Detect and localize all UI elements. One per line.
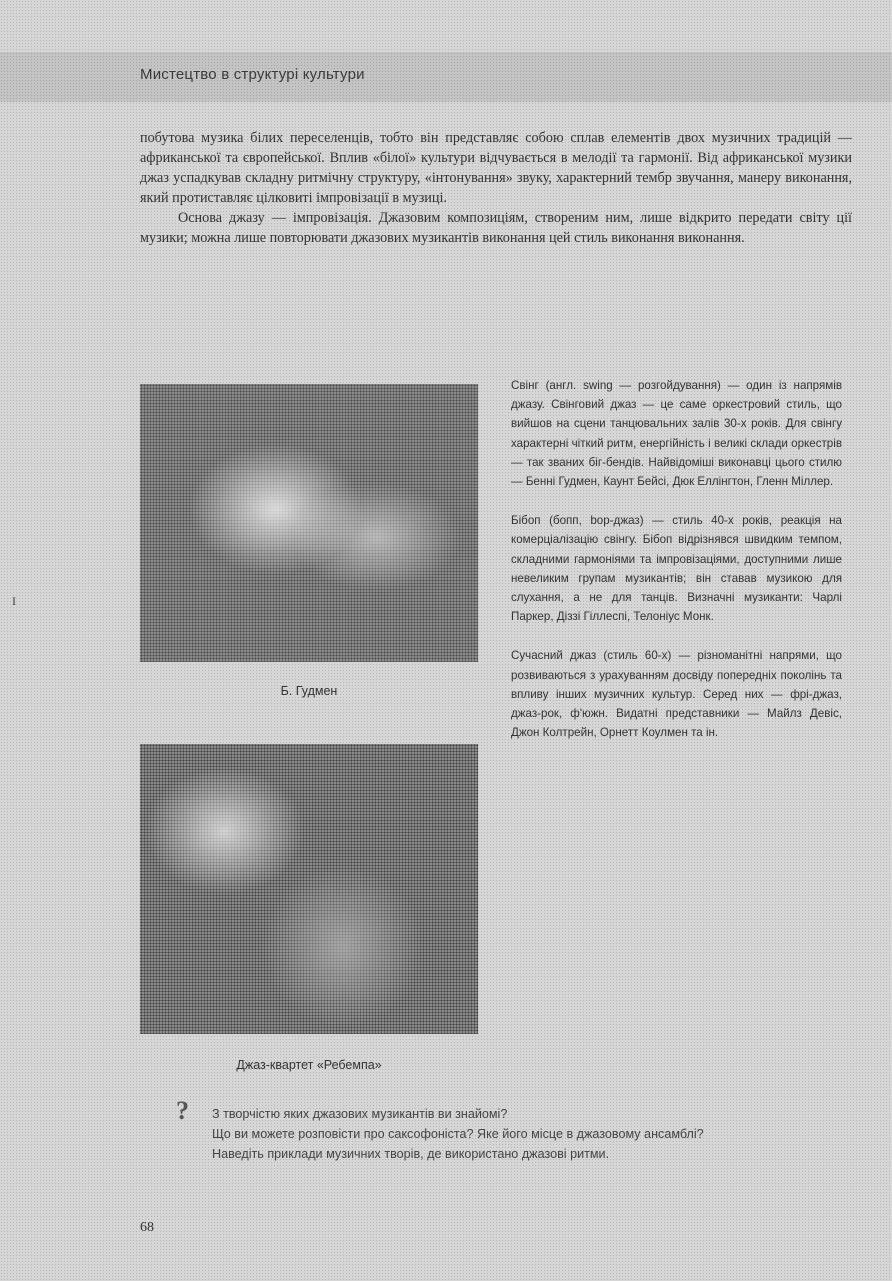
- question-item: З творчістю яких джазових музикантів ви знайомі?: [212, 1107, 508, 1121]
- body-paragraph: Основа джазу — імпровізація. Джазовим композиціям, створеним ним, лише відкрито передати світу ції музики; можна лише повторювати джазових музикантів виконання цей стиль виконання виконання.: [140, 210, 852, 246]
- question-item: Наведіть приклади музичних творів, де використано джазові ритми.: [212, 1147, 610, 1161]
- page-number: 68: [140, 1220, 154, 1235]
- body-paragraph: побутова музика білих переселенців, тобто він представляє собою сплав елементів двох музичних традицій — африканської та європейської. Вплив «білої» культури відчувається в мелодії та гармонії. Від африканської музики джаз успадкував складну ритмічну структуру, «інтонування» звуку, характерний тембр звучання, манеру виконання, який протиставляє цілковиті імпровізації в музиці.: [140, 130, 852, 206]
- questions-block: [212, 1104, 852, 1164]
- photo-caption: Джаз-квартет «Ребемпа»: [236, 1058, 382, 1072]
- jazz-quartet-photo: [140, 744, 478, 1034]
- goodman-photo: [140, 384, 478, 662]
- side-column: [511, 376, 842, 762]
- side-paragraph: Бібоп (бопп, bop-джаз) — стиль 40-х років, реакція на комерціалізацію свінгу. Бібоп відрізнявся швидким темпом, складними гармоніями та імпровізаціями, доступними лише невеликим групам музикантів; він ставав музикою для слухання, а не для танців. Визначні музиканти: Чарлі Паркер, Діззі Гіллеспі, Телоніус Монк.: [511, 514, 842, 624]
- side-paragraph: Свінг (англ. swing — розгойдування) — один із напрямів джазу. Свінговий джаз — це саме оркестровий стиль, що вийшов на сцени танцювальних залів 30-х років. Для свінгу характерні чіткий ритм, енергійність і великі склади оркестрів — так званих біг-бендів. Найвідоміші виконавці цього стилю — Бенні Гудмен, Каунт Бейсі, Дюк Еллінгтон, Гленн Міллер.: [511, 379, 842, 489]
- photo-caption: Б. Гудмен: [280, 684, 338, 698]
- header-band: [0, 52, 892, 102]
- main-text: [140, 128, 852, 248]
- side-paragraph: Сучасний джаз (стиль 60-х) — різноманітні напрями, що розвиваються з урахуванням досвіду попередніх поколінь та впливу інших музичних культур. Серед них — фрі-джаз, джаз-рок, ф'южн. Видатні представники — Майлз Девіс, Джон Колтрейн, Орнетт Коулмен та ін.: [511, 649, 842, 740]
- running-title: Мистецтво в структурі культури: [140, 66, 365, 83]
- question-icon: ?: [176, 1096, 189, 1125]
- margin-marker: І: [12, 594, 16, 608]
- question-item: Що ви можете розповісти про саксофоніста? Яке його місце в джазовому ансамблі?: [212, 1127, 704, 1141]
